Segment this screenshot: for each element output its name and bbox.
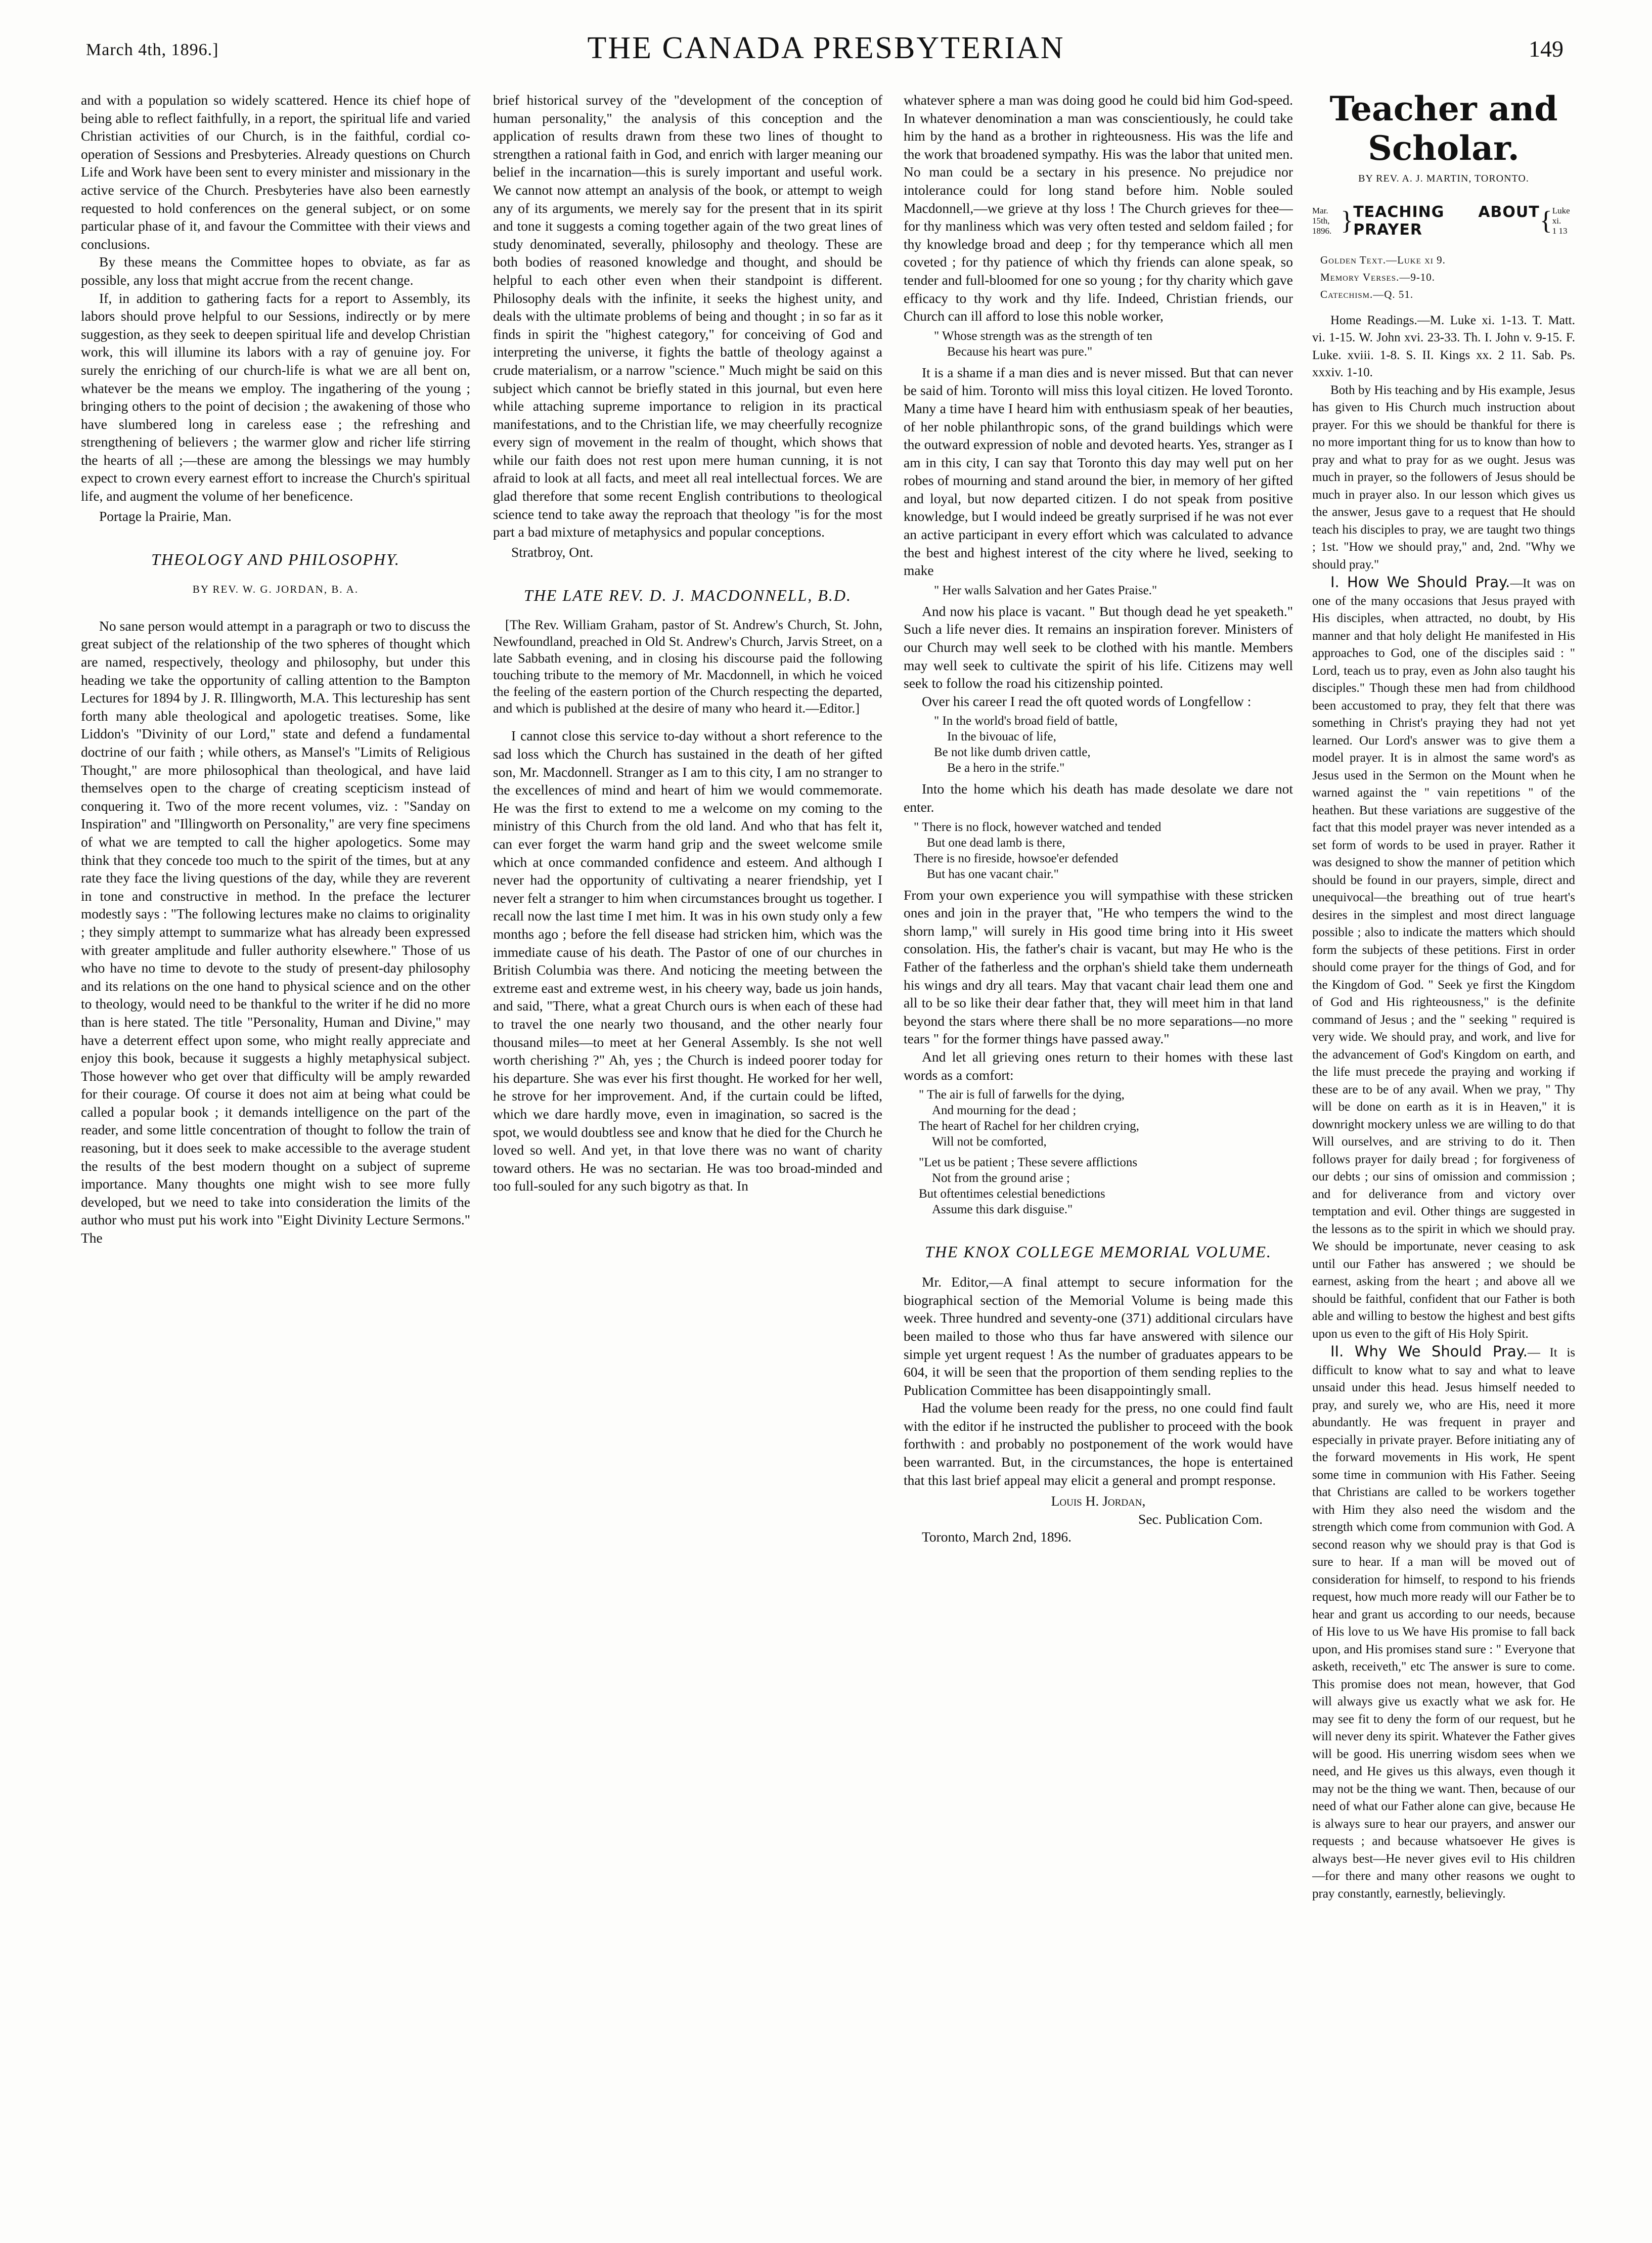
poem-line: Assume this dark disguise."	[932, 1203, 1073, 1217]
lesson-meta	[1312, 251, 1575, 303]
poem	[934, 713, 1293, 776]
lesson-date-line: 1896.	[1312, 226, 1332, 236]
paragraph: Mr. Editor,—A final attempt to secure information for the biographical section of the Memorial Volume is being made this week. Three hundred and seventy-one (371) additional circulars have been mailed to those who thus far have answered with silence our simple yet urgent request ! As the number of graduates appears to be 604, it will be seen that the proportion of them sending replies to the Publication Committee has been disappointingly small.	[904, 1274, 1293, 1398]
poem-line: " In the world's broad field of battle,	[934, 714, 1118, 728]
lesson-date-line: Mar. 15th,	[1312, 206, 1330, 226]
column-2	[493, 91, 882, 2215]
poem	[919, 1087, 1293, 1217]
poem-line: " The air is full of farwells for the dying,	[919, 1088, 1125, 1102]
column-1	[81, 91, 470, 2215]
brace-left-icon: }	[1341, 206, 1354, 236]
home-readings: Home Readings.—M. Luke xi. 1-13. T. Matt. vi. 1-15. W. John xvi. 23-33. Th. I. John v. 9-15. F. Luke. xviii. 1-8. S. II. Kings xx. 2 11. Sab. Ps. xxxiv. 1-10.	[1312, 313, 1575, 380]
column-3	[904, 91, 1293, 2215]
lesson-title: TEACHING ABOUT PRAYER	[1353, 203, 1540, 239]
quotation	[934, 328, 1293, 360]
poem-line: Will not be comforted,	[932, 1135, 1047, 1149]
paragraph-body: — It is difficult to know what to say and what to leave unsaid under this head. Jesus himself needed to pray, and surely we, who are His, need it more abundantly. He was frequent in prayer and especially in private prayer. Before initiating any of the forward movements in His work, He spent some time in communion with His Father. Seeing that Christians are called to be workers together with Him they also need the wisdom and the strength which come from communion with God. A second reason why we should pray is that God is sure to hear. If a man will be moved out of consideration for himself, to respond to his friends request, how much more ready will our Father be to hear and grant us according to our needs, because of His love to us We have His promise to fall back upon, and His promises stand sure : " Everyone that asketh, receiveth," etc The answer is sure to come. This promise does not mean, however, that God will always give us exactly what we ask for. He may see fit to deny the form of our request, but he will never deny its spirit. Whatever the Father gives will be good. His unerring wisdom sees when we need, and He gives us this always, even though it may not be the thing we want. Then, because of our need of what our Father alone can give, because He is always sure to hear our prayers, and answer our requests ; and because whatsoever He gives is always best—He never gives evil to His children —for there and many other reasons we ought to pray constantly, earnestly, believingly.	[1312, 1346, 1575, 1901]
header-date: March 4th, 1896.]	[86, 40, 219, 59]
signature-place: Toronto, March 2nd, 1896.	[922, 1529, 1071, 1545]
paragraph-body: —It was on one of the many occasions that Jesus prayed with His disciples, when attracted, no doubt, by His manner and that holy delight He manifested in His approaches to God, one of the disciples said : " Lord, teach us to pray, even as John also taught his disciples." Though these men had from childhood been accustomed to pray, they felt that there was something in Christ's praying they had not yet learned. Our Lord's answer was to give them a model prayer. It is in almost the same word's as Jesus used in the Sermon on the Mount when he warned against the " vain repetitions " of the heathen. But these variations are suggestive of the fact that this model prayer was never intended as a set form of words to be used in prayer. Rather it was designed to show the manner of petition which should be found in our prayers, simple, direct and unequivocal—the breathing out of true heart's desires in the simplest and most direct language possible ; also to indicate the matters which should form the subjects of these petitions. First in order should come prayer for the things of God, and for the Kingdom of God. " Seek ye first the Kingdom of God and His righteousness," is the definite command of Jesus ; and the " seeking " required is very wide. We should pray, and work, and live for the advancement of God's Kingdom on earth, and the life must precede the praying and working if these are to be of any avail. When we pray, " Thy will be done on earth as it is in Heaven," it is downright mockery unless we are willing to do that Will ourselves, and are striving to do it. Then follows prayer for daily bread ; for forgiveness of our debts ; our sins of omission and commission ; and for deliverance from and victory over temptation and evil. Other things are suggested in the lessons as to the spirit in which we should pray. We should be importunate, never ceasing to ask until our Father has answered ; we should be earnest, asking from the heart ; and above all we should be faithful, confident that our Father is both able and willing to bestow the highest and best gifts upon us even to the gift of His Holy Spirit.	[1312, 577, 1575, 1341]
paragraph: From your own experience you will sympathise with these stricken ones and join in the prayer that, "He who tempers the wind to the shorn lamp," will surely in His good time bring into it His sweet consolation. His, the father's chair is vacant, but may He who is the Father of the fatherless and the orphan's shield take them underneath his wings and dry all tears. May that vacant chair lead them one and all to be so like their dear father that, they will meet him in that land beyond the stars where there shall be no more separations—no more tears " for the former things have passed away."	[904, 887, 1293, 1047]
lesson-date	[1312, 206, 1341, 236]
paragraph: Into the home which his death has made desolate we dare not enter.	[904, 781, 1293, 815]
paragraph: [The Rev. William Graham, pastor of St. Andrew's Church, St. John, Newfoundland, preached in Old St. Andrew's Church, Jarvis Street, on a late Sabbath evening, and in closing his discourse paid the following touching tribute to the memory of Mr. Macdonnell, in which he voiced the feeling of the eastern portion of the Church respecting the departed, and which is published at the desire of many who heard it.—Editor.]	[493, 617, 882, 716]
paragraph: If, in addition to gathering facts for a report to Assembly, its labors should prove helpful to our Sessions, indirectly or by mere suggestion, as they seek to deepen spiritual life and develop Christian work, this will illumine its labors with a ray of genuine joy. For surely the enriching of our church-life is what we are all bent on, whatever be the means we employ. The ingathering of the young ; bringing others to the point of decision ; the awakening of those who have slumbered long in careless ease ; the refreshing and strengthening of believers ; the warmer glow and richer life stirring the hearts of all ;—these are among the blessings we may humbly expect to crown every earnest effort to increase the Church's spiritual life, and augment the volume of her beneficence.	[81, 290, 470, 504]
paragraph: whatever sphere a man was doing good he could bid him God-speed. In whatever denomination a man was conscientiously, he could take him by the hand as a brother in righteousness. His was the life and the work that broadened sympathy. His was the labor that united men. No man could be a sectary in his presence. No prejudice nor intolerance could for long stand before him. Noble souled Macdonnell,—we grieve at thy loss ! The Church grieves for thee—for thy manliness which was very often tested and seldom failed ; for thy knowledge broad and deep ; for thy temperance which all men coveted ; for thy patience of which thy friends can alone speak, so tender and full-bloomed for one so young ; for thy charity which gave efficacy to thy work and thy life. Indeed, Christian friends, our Church can ill afford to lose this noble worker,	[904, 92, 1293, 324]
lesson-reference-line: Luke xi.	[1552, 206, 1570, 226]
poem-line: And mourning for the dead ;	[932, 1104, 1077, 1118]
signature-name: Louis H. Jordan,	[1051, 1493, 1146, 1509]
brace-right-icon: {	[1539, 206, 1552, 236]
poem-line: But one dead lamb is there,	[927, 835, 1065, 850]
poem	[914, 819, 1293, 882]
quote-line: Because his heart was pure."	[947, 344, 1093, 359]
paragraph: and with a population so widely scattered. Hence its chief hope of being able to reflect faithfully, in a report, the spiritual life and varied Christian activities of our Church, is in the faithful, cordial co-operation of Sessions and Presbyteries. Already questions on Church Life and Work have been sent to every minister and missionary in the active service of the Church. Presbyteries have also been earnestly requested to hold conferences on the general subject, or on some particular phase of it, and favour the Committee with their views and conclusions.	[81, 92, 470, 252]
poem-line: But has one vacant chair."	[927, 867, 1059, 881]
article-title-macdonnell: THE LATE REV. D. J. MACDONNELL, B.D.	[523, 586, 852, 605]
memory-verses: Memory Verses.—9-10.	[1320, 271, 1436, 283]
paragraph: No sane person would attempt in a paragraph or two to discuss the great subject of the relationship of the two spheres of thought which are named, respectively, theology and philosophy, but under this heading we take the opportunity of calling attention to the Bampton Lectures for 1894 by J. R. Illingworth, M.A. This lectureship has sent forth many able theological and apologetic treatises. Some, like Liddon's "Divinity of our Lord," state and defend a fundamental doctrine of our faith ; while others, as Mansel's "Limits of Religious Thought," are more philosophical than theological, and have laid themselves open to the charge of creating scepticism instead of conquering it. Two of the more recent volumes, viz. : "Sanday on Inspiration" and "Illingworth on Personality," are very fine specimens of what we are tempted to call the higher apologetics. Some may think that they concede too much to the spirit of the times, but at any rate they face the living questions of the day, while they are reverent in tone and constructive in method. In the preface the lecturer modestly says : "The following lectures make no claims to originality ; they simply attempt to summarize what has already been expressed with greater amplitude and fuller authority elsewhere." Those of us who have no time to devote to the study of present-day philosophy and its relations on the one hand to physical science and on the other to theology, would need to be thankful to the writer if he did no more than is here stated. The title "Personality, Human and Divine," may have a deterrent effect upon some, who might really appreciate and enjoy this book, because it suggests a highly metaphysical subject. Those however who get over that difficulty will be amply rewarded for their courage. Of course it does not aim at being what could be called a popular book ; it demands intelligence on the part of the reader, and some little concentration of thought to follow the train of reasoning, but it does seek to make accessible to the average student the results of the best modern thought on a subject of supreme importance. Many thoughts one might wish to see more fully developed, but we need to take into consideration the limits of the author who must put his work into "Eight Divinity Lecture Sermons." The	[81, 618, 470, 1246]
editor-intro	[493, 617, 882, 717]
poem-line: But oftentimes celestial benedictions	[919, 1187, 1105, 1201]
poem-line: Not from the ground arise ;	[932, 1171, 1070, 1185]
poem-line: There is no fireside, howsoe'er defended	[914, 851, 1119, 865]
header-title: THE CANADA PRESBYTERIAN	[587, 31, 1065, 65]
quote-line: " Her walls Salvation and her Gates Praise."	[934, 583, 1157, 597]
paragraph: Both by His teaching and by His example, Jesus has given to His Church much instruction about prayer. For this we should be thankful for there is no more important thing for us to know than how to pray and what to pray for as we ought. Jesus was much in prayer, so the followers of Jesus should be much in prayer also. In our lesson which gives us the answer, Jesus gave to a request that He should teach his disciples to pray, we are taught two things ; 1st. "How we should pray," and, 2nd. "Why we should pray."	[1312, 383, 1575, 571]
section-masthead: Teacher and Scholar.	[1329, 91, 1558, 168]
quotation	[934, 583, 1293, 598]
poem-line: "Let us be patient ; These severe afflictions	[919, 1156, 1138, 1170]
poem-line: Be not like dumb driven cattle,	[934, 745, 1091, 760]
paragraph	[1312, 574, 1575, 1343]
paragraph: And let all grieving ones return to their homes with these last words as a comfort:	[904, 1048, 1293, 1083]
lesson-reference	[1552, 206, 1575, 236]
quote-line: " Whose strength was as the strength of ten	[934, 329, 1152, 343]
lesson-reference-line: 1 13	[1552, 226, 1568, 236]
article-byline: BY REV. W. G. JORDAN, B. A.	[192, 583, 359, 596]
paragraph: brief historical survey of the "development of the conception of human personality," the analysis of this conception and the application of results drawn from these two lines of thought to strengthen a rational faith in God, and enrich with larger meaning our belief in the incarnation—this is surely important and useful work. We cannot now attempt an analysis of the book, or attempt to weigh any of its arguments, we merely say for the present that in its spirit and tone it suggests a coming together again of the two great lines of study denominated, severally, philosophy and theology. These are both bodies of reasoned knowledge and thought, and should be helpful to each other even when their standpoint is different. Philosophy deals with the infinite, it seeks the highest unity, and deals with the ultimate problems of being and thought ; in so far as it finds in spirit the "highest category," for conceiving of God and interpreting the universe, it fights the battle of theology against a crude materialism, or a narrow "science." Much might be said on this subject which cannot be briefly stated in this journal, but even here while attaching supreme importance to religion in its practical manifestations, and to the Christian life, we may cheerfully recognize every sign of movement in the realm of thought, which shows that while our faith does not rest upon mere human cunning, it is not afraid to look at all facts, and meet all real intellectual forces. We are glad therefore that some recent English contributions to theological science tend to take away the reproach that theology "is for the most part a bad mixture of metaphysics and popular conceptions.	[493, 92, 882, 540]
golden-text: Golden Text.—Luke xi 9.	[1320, 253, 1446, 266]
dateline: Stratbroy, Ont.	[511, 544, 594, 560]
subheading: I. How We Should Pray.	[1330, 574, 1510, 591]
page-header	[0, 30, 1652, 86]
paragraph: Had the volume been ready for the press, no one could find fault with the editor if he instructed the publisher to proceed with the book forthwith : and probably no postponement of the work would have been warranted. But, in the circumstances, the hope is entertained that this last brief appeal may elicit a general and prompt response.	[904, 1400, 1293, 1488]
poem-line: Be a hero in the strife."	[947, 761, 1065, 775]
paragraph	[1312, 1343, 1575, 1903]
paragraph: By these means the Committee hopes to obviate, as far as possible, any loss that might accrue from the recent change.	[81, 254, 470, 288]
article-title-knox: THE KNOX COLLEGE MEMORIAL VOLUME.	[925, 1243, 1272, 1261]
paragraph: And now his place is vacant. " But though dead he yet speaketh." Such a life never dies. It remains an inspiration forever. Ministers of our Church may well seek to be clothed with his mantle. Members may well seek to cultivate the spirit of his life. Citizens may well seek to follow the road his citizenship pointed.	[904, 603, 1293, 691]
signature-role: Sec. Publication Com.	[1138, 1511, 1263, 1527]
article-title-theology: THEOLOGY AND PHILOSOPHY.	[151, 550, 400, 569]
poem-line: The heart of Rachel for her children crying,	[919, 1119, 1139, 1133]
subheading: II. Why We Should Pray.	[1330, 1343, 1528, 1360]
catechism: Catechism.—Q. 51.	[1320, 288, 1414, 300]
section-byline: BY REV. A. J. MARTIN, TORONTO.	[1358, 173, 1529, 184]
poem-line: " There is no flock, however watched and tended	[914, 820, 1162, 834]
page-number: 149	[1529, 36, 1564, 62]
lesson-heading	[1312, 203, 1575, 239]
column-4	[1312, 91, 1575, 2215]
paragraph: It is a shame if a man dies and is never missed. But that can never be said of him. Toronto will miss this loyal citizen. He loved Toronto. Many a time have I heard him with enthusiasm speak of her beauties, of her noble philanthropic sons, of the grand buildings which were the outward expression of noble and devoted hearts. Yes, stranger as I am in this city, I can say that Toronto this day may well put on her robes of mourning and stand around the bier, in memory of her gifted and loyal, but now departed citizen. I do not speak from positive knowledge, but I would indeed be greatly surprised if he was not ever an active participant in every effort which was calculated to advance the best and highest interest of the city where he lived, seeking to make	[904, 364, 1293, 579]
dateline: Portage la Prairie, Man.	[99, 508, 232, 524]
paragraph: I cannot close this service to-day without a short reference to the sad loss which the Church has sustained in the death of her gifted son, Mr. Macdonnell. Stranger as I am to this city, I am no stranger to the excellences of mind and heart of him we would commemorate. He was the first to extend to me a welcome on my coming to the ministry of this Church from the old land. And who that has felt it, can ever forget the warm hand grip and the sweet welcome smile which at once commanded confidence and esteem. And although I never had the opportunity of cultivating a nearer friendship, yet I never felt a stranger to him when circumstances brought us together. I recall now the last time I met him. It was in his own study only a few months ago ; before the fell disease had stricken him, which was the immediate cause of his death. The Pastor of one of our churches in British Columbia was there. And noticing the meeting between the extreme east and extreme west, in his cheery way, bade us join hands, and said, "There, what a great Church ours is when each of these had to travel the one nearly two thousand, and the other nearly four thousand miles—to meet at her General Assembly. Is she not well worth cherishing ?" Ah, yes ; the Church is indeed poorer today for his departure. She was ever his first thought. He worked for her well, he strove for her improvement. And, if the curtain could be lifted, which we dare hardly move, even in imagination, so sacred is the spot, we would doubtless see and know that he died for the Church he loved so well. And yet, in that love there was no want of charity toward others. He was no sectarian. He was too broad-minded and too full-souled for any such bigotry as that. In	[493, 728, 882, 1194]
poem-line: In the bivouac of life,	[947, 730, 1056, 744]
paragraph: Over his career I read the oft quoted words of Longfellow :	[922, 693, 1252, 709]
